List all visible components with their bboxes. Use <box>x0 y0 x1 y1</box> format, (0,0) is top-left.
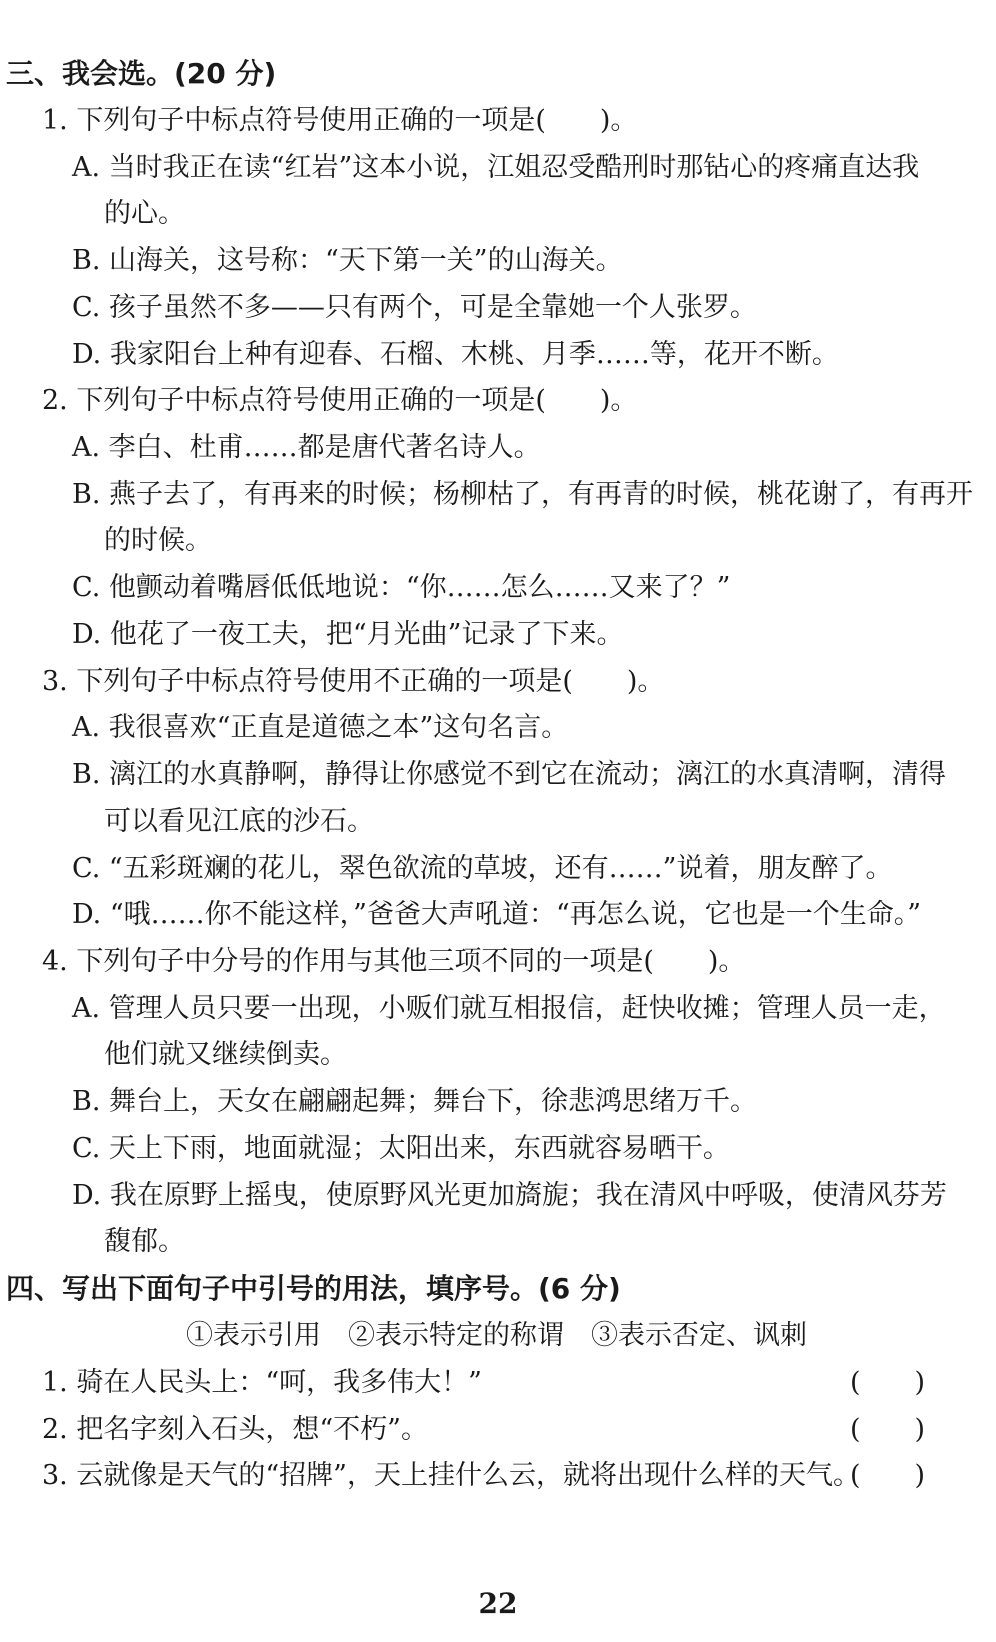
q4-option-a-line2: 他们就又继续倒卖。 <box>104 1039 347 1070</box>
q1-option-a-line1: A. 当时我正在读“红岩”这本小说，江姐忍受酷刑时那钻心的疼痛直达我 <box>72 152 920 183</box>
s4-item-2-text: 2. 把名字刻入石头，想“不朽”。 <box>42 1414 428 1445</box>
q1-stem: 1. 下列句子中标点符号使用正确的一项是( )。 <box>42 105 638 136</box>
q4-stem: 4. 下列句子中分号的作用与其他三项不同的一项是( )。 <box>42 946 746 977</box>
s4-item-3-answer-blank[interactable]: ( ) <box>850 1460 926 1491</box>
s4-item-2-answer-blank[interactable]: ( ) <box>850 1414 926 1445</box>
s4-item-1-answer-blank[interactable]: ( ) <box>850 1367 926 1398</box>
q3-option-b-line1: B. 漓江的水真静啊，静得让你感觉不到它在流动；漓江的水真清啊，清得 <box>72 759 947 790</box>
q3-option-b-line2: 可以看见江底的沙石。 <box>104 806 374 837</box>
q2-option-a: A. 李白、杜甫……都是唐代著名诗人。 <box>72 432 541 463</box>
q2-option-d: D. 他花了一夜工夫，把“月光曲”记录了下来。 <box>72 619 624 650</box>
page-number: 22 <box>478 1587 518 1620</box>
q4-option-d-line1: D. 我在原野上摇曳，使原野风光更加旖旎；我在清风中呼吸，使清风芬芳 <box>72 1180 947 1211</box>
q2-option-c: C. 他颤动着嘴唇低低地说：“你……怎么……又来了？” <box>72 572 731 603</box>
section-4-answer-key: ①表示引用 ②表示特定的称谓 ③表示否定、讽刺 <box>186 1320 807 1351</box>
q3-option-d: D. “哦……你不能这样，”爸爸大声吼道：“再怎么说，它也是一个生命。” <box>72 899 922 930</box>
q3-option-a: A. 我很喜欢“正直是道德之本”这句名言。 <box>72 712 569 743</box>
q2-stem: 2. 下列句子中标点符号使用正确的一项是( )。 <box>42 385 638 416</box>
s4-item-3-text: 3. 云就像是天气的“招牌”，天上挂什么云，就将出现什么样的天气。 <box>42 1460 860 1491</box>
q4-option-d-line2: 馥郁。 <box>104 1226 185 1257</box>
q1-option-a-line2: 的心。 <box>104 198 185 229</box>
q4-option-c: C. 天上下雨，地面就湿；太阳出来，东西就容易晒干。 <box>72 1133 730 1164</box>
section-3-heading: 三、我会选。(20 分) <box>6 57 277 90</box>
q1-option-d: D. 我家阳台上种有迎春、石榴、木桃、月季……等，花开不断。 <box>72 339 839 370</box>
q4-option-b: B. 舞台上，天女在翩翩起舞；舞台下，徐悲鸿思绪万千。 <box>72 1086 758 1117</box>
s4-item-1-text: 1. 骑在人民头上：“呵，我多伟大！” <box>42 1367 482 1398</box>
q1-option-c: C. 孩子虽然不多——只有两个，可是全靠她一个人张罗。 <box>72 292 757 323</box>
q1-option-b: B. 山海关，这号称：“天下第一关”的山海关。 <box>72 245 623 276</box>
q4-option-a-line1: A. 管理人员只要一出现，小贩们就互相报信，赶快收摊；管理人员一走， <box>72 993 946 1024</box>
q3-stem: 3. 下列句子中标点符号使用不正确的一项是( )。 <box>42 666 665 697</box>
q2-option-b-line1: B. 燕子去了，有再来的时候；杨柳枯了，有再青的时候，桃花谢了，有再开 <box>72 479 974 510</box>
section-4-heading: 四、写出下面句子中引号的用法，填序号。(6 分) <box>6 1272 621 1305</box>
q2-option-b-line2: 的时候。 <box>104 525 212 556</box>
q3-option-c: C. “五彩斑斓的花儿，翠色欲流的草坡，还有……”说着，朋友醉了。 <box>72 853 893 884</box>
